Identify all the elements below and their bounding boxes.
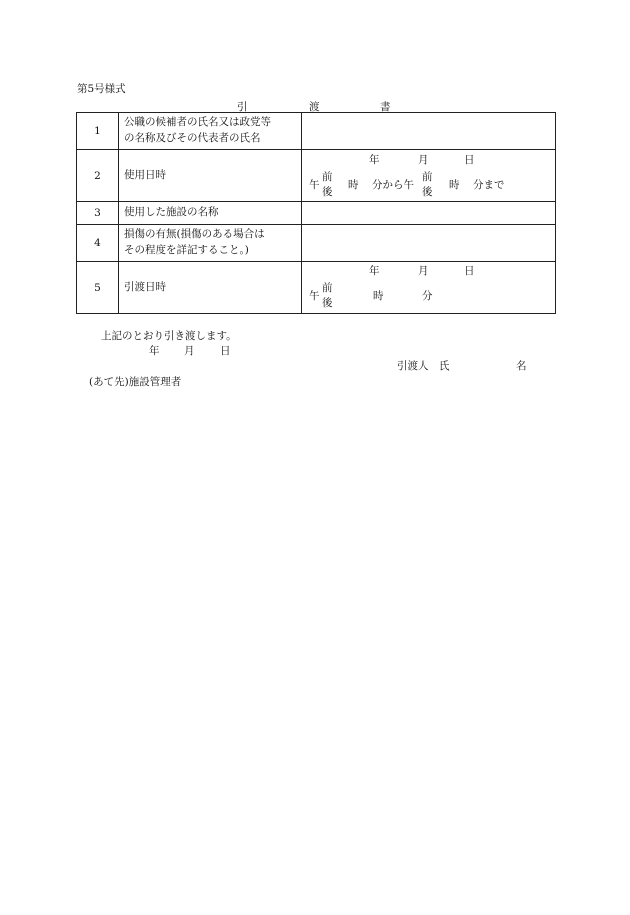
month-label: 月 xyxy=(418,265,429,277)
handover-table xyxy=(76,112,556,314)
pm-label: 後 xyxy=(322,186,333,198)
value-cell-usage-datetime[interactable] xyxy=(302,150,556,202)
pm-label: 後 xyxy=(322,297,333,309)
closing-day-label: 日 xyxy=(220,345,231,357)
label-line: 公職の候補者の氏名又は政党等 xyxy=(124,116,271,129)
row-label-damage xyxy=(119,225,302,262)
day-label: 日 xyxy=(464,265,475,277)
title-char-1: 引 xyxy=(237,101,248,113)
hour-label-2: 時 xyxy=(449,179,460,191)
value-cell-facility-name[interactable] xyxy=(302,202,556,225)
am-label-2: 前 xyxy=(422,171,433,183)
am-label: 前 xyxy=(322,282,333,294)
am-label: 前 xyxy=(322,171,333,183)
row-number: 1 xyxy=(77,113,119,150)
row-label-usage-datetime: 使用日時 xyxy=(119,150,302,202)
row-label-candidate xyxy=(119,113,302,150)
addressee-label: (あて先)施設管理者 xyxy=(89,376,182,388)
row-number: 4 xyxy=(77,225,119,262)
form-number: 第5号様式 xyxy=(77,83,126,95)
row-number: 3 xyxy=(77,202,119,225)
table-row xyxy=(77,262,556,314)
value-cell-handover-datetime[interactable] xyxy=(302,262,556,314)
closing-month-label: 月 xyxy=(184,345,195,357)
table-row xyxy=(77,225,556,262)
year-label: 年 xyxy=(369,265,380,277)
label-line: 損傷の有無(損傷のある場合は xyxy=(124,228,265,241)
month-label: 月 xyxy=(418,154,429,166)
label-line: の名称及びその代表者の氏名 xyxy=(124,132,261,144)
value-cell-damage[interactable] xyxy=(302,225,556,262)
day-label: 日 xyxy=(464,154,475,166)
handover-person-label: 引渡人 氏 xyxy=(397,360,450,372)
hour-label: 時 xyxy=(373,290,384,302)
name-suffix-label: 名 xyxy=(516,360,527,372)
value-cell-candidate[interactable] xyxy=(302,113,556,150)
row-number: 2 xyxy=(77,150,119,202)
row-label-facility-name: 使用した施設の名称 xyxy=(119,202,302,225)
table-row xyxy=(77,150,556,202)
hour-label: 時 xyxy=(348,179,359,191)
title-char-2: 渡 xyxy=(309,101,320,113)
closing-statement: 上記のとおり引き渡します。 xyxy=(101,330,237,342)
table-row xyxy=(77,202,556,225)
row-number: 5 xyxy=(77,262,119,314)
minute-label: 分 xyxy=(422,290,433,302)
am-pm-prefix: 午 xyxy=(309,179,320,191)
title-char-3: 書 xyxy=(380,101,391,113)
table-row xyxy=(77,113,556,150)
minute-until-label: 分まで xyxy=(473,179,505,191)
closing-year-label: 年 xyxy=(149,345,160,357)
label-line: その程度を詳記すること。) xyxy=(124,244,249,256)
pm-label-2: 後 xyxy=(422,186,433,198)
minute-from-label: 分から午 xyxy=(372,179,414,191)
year-label: 年 xyxy=(369,154,380,166)
am-pm-prefix: 午 xyxy=(309,290,320,302)
row-label-handover-datetime: 引渡日時 xyxy=(119,262,302,314)
